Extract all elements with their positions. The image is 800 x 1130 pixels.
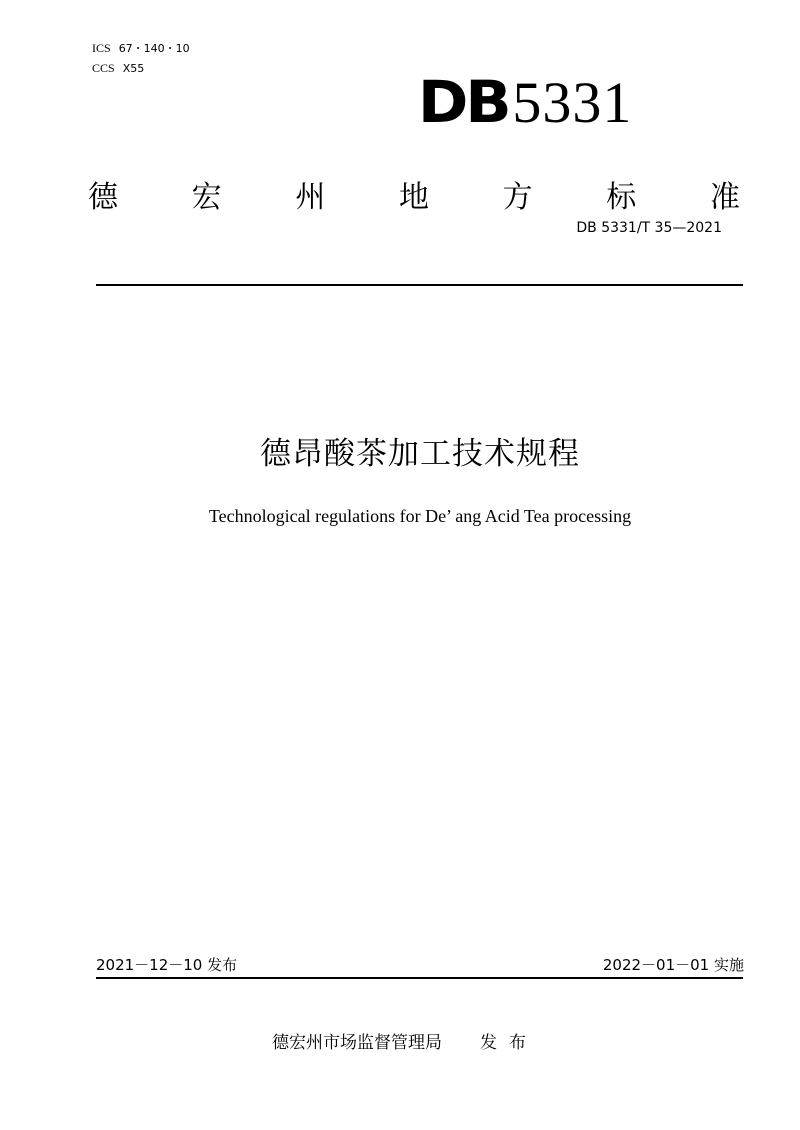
standard-type-char: 标: [606, 180, 637, 215]
db-mark-letters: DB: [417, 68, 509, 136]
standard-type-char: 宏: [191, 180, 222, 215]
standard-type-char: 地: [398, 180, 429, 215]
document-title-en: Technological regulations for De’ ang Acid Tea processing: [208, 506, 632, 526]
release-date: 2021－12－10 发布: [96, 956, 238, 974]
standard-type-char: 州: [295, 180, 326, 215]
publisher: [272, 1031, 538, 1055]
ccs-value: X55: [122, 62, 145, 75]
bottom-divider: [96, 977, 743, 979]
document-title-cn: 德昂酸茶加工技术规程: [260, 436, 580, 472]
publisher-issue: 发布: [480, 1033, 538, 1053]
ics-label: ICS: [92, 41, 111, 55]
standard-type-char: 方: [502, 180, 533, 215]
standard-code: DB 5331/T 35—2021: [576, 220, 722, 236]
ics-value: 67・140・10: [118, 42, 190, 55]
db-standard-mark: [417, 68, 633, 136]
ccs-code: [92, 60, 144, 77]
top-divider: [96, 284, 743, 286]
db-mark-number: 5331: [512, 70, 633, 135]
ics-code: [92, 40, 190, 57]
standard-type-char: 德: [88, 180, 118, 215]
ccs-label: CCS: [92, 61, 115, 75]
publisher-name: 德宏州市场监督管理局: [272, 1033, 442, 1053]
implement-date: 2022－01－01 实施: [602, 956, 744, 974]
standard-type: [88, 178, 740, 218]
standard-type-char: 准: [709, 180, 740, 215]
